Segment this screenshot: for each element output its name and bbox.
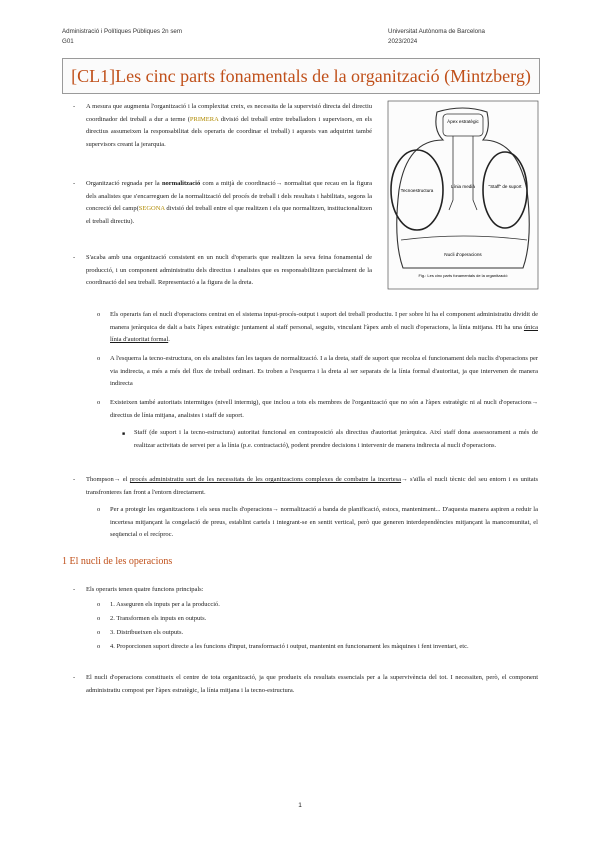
- para-6: El nucli d'operacions constitueix el centre de tota organització, ja que produeix els resultats essencials per a la supervivència del tot. I necessiten, però, el component administratiu compost per l'àpex estratègic, la línia mitjana i la tecno-estructura.: [86, 674, 538, 694]
- para-2: [86, 178, 372, 253]
- para-4: [86, 474, 538, 499]
- para-4-text-b: → s'aïlla el nucli tècnic del seu entorn i es unitats transfronteres fan front a l'entorn directament.: [86, 476, 539, 496]
- bullet-circle: o: [97, 311, 101, 318]
- sub-2: A l'esquerra la tecno-estructura, on els analistes fan les taques de normalització. I a la dreta, staff de suport que recolza el funcionament dels nuclis d'operacions per via indirecta, a més a més del flux de treball ordinari. Es troben a l'esquerra i la dreta al ser separats de la línia formal d'autoritat, ja que intervenen de manera indirecta: [110, 355, 538, 387]
- bullet-circle: o: [97, 399, 101, 406]
- sub-1-underline: única línia d'autoritat formal: [110, 323, 538, 343]
- para-2-highlight: SEGONA: [138, 205, 165, 212]
- mintzberg-diagram: [387, 100, 539, 290]
- bullet-circle: o: [97, 643, 101, 650]
- header-course: Administració i Polítiques Públiques 2n sem: [62, 28, 183, 35]
- para-5: Els operaris tenen quatre funcions principals:: [86, 586, 204, 593]
- para-4-underline: procés administratiu surt de les necessitats de les organitzacions complexes de combatre la incertesa: [129, 476, 402, 483]
- para-2-text-a: Organització regnada per la: [86, 180, 162, 187]
- bullet-dash: -: [73, 180, 76, 187]
- bullet-circle: o: [97, 506, 101, 513]
- fig-label-tech: Tecnoestructura: [400, 188, 434, 193]
- fig-label-staff: "Staff" de suport: [488, 184, 522, 189]
- para-1-text-a: A mesura que augmenta l'organització i la complexitat creix, es necessita de la supervisió directa del directiu coordinador del treball a dur a terme (: [86, 103, 372, 123]
- sub-1-text-a: Els operaris fan el nucli d'operacions centrat en el sistema input-procés-output i suport del treball productiu. I per sobre hi ha el component administratiu dividit de manera jeràrquica de dalt a baix l'àpex estratègic juntament al staff personal, seguits, vinculant l'àpex amb el nucli d'operacions, la línia mitjana. Hi ha una: [110, 311, 538, 331]
- para-3: S'acaba amb una organització consistent en un nucli d'operaris que realitzen la seva feina fonamental de producció, i un component administratiu dels directius i analistes que es responsabilitzen parcialment de la coordinació del seu treball. Representació a la figura de la dreta.: [86, 254, 372, 286]
- header-left: [62, 27, 182, 47]
- list-item: 4. Proporcionen suport directe a les funcions d'input, transformació i output, mantenint en funcionament les màquines i fent inventari, etc.: [110, 643, 469, 650]
- section-heading: 1 El nucli de les operacions: [62, 556, 173, 567]
- bullet-circle: o: [97, 355, 101, 362]
- bullet-dash: -: [73, 254, 76, 261]
- list-item: 2. Transformen els inputs en outputs.: [110, 615, 207, 622]
- sub-1: [110, 309, 538, 347]
- fig-label-core: Nucli d'operacions: [444, 252, 482, 257]
- para-1-text-b: divisió del treball entre treballadors i supervisors, en els directius assumeixen la responsabilitat dels operaris de coordinar el treball) i aquests van adquirint també supervisors creant la jerarquia.: [86, 115, 373, 148]
- sub-3: Existeixen també autoritats intermitges (nivell intermig), que inclou a tots els membres de l'organització que no són a l'àpex estratègic ni al nucli d'operacions→ directius de línia mitjana, analistes i staff de suport.: [110, 399, 538, 419]
- page-title: [CL1]Les cinc parts fonamentals de la organització (Mintzberg): [71, 65, 531, 86]
- header-right: [388, 27, 485, 47]
- bullet-circle: o: [97, 629, 101, 636]
- para-1: [86, 101, 372, 176]
- header-university: Universitat Autònoma de Barcelona: [388, 28, 485, 35]
- fig-label-middle: Línia medià: [451, 184, 475, 189]
- bullet-dash: -: [73, 103, 76, 110]
- para-2-bold: normalització: [161, 180, 201, 187]
- para-2-text-c: divisió del treball entre el que realitzen i els que normalitzen, institucionalitzen el treball directiu).: [86, 205, 372, 225]
- mintzberg-figure: [387, 100, 539, 290]
- bullet-dash: -: [73, 476, 76, 483]
- list-item: 1. Asseguren els inputs per a la producció.: [110, 601, 220, 608]
- subsub-1: Staff (de suport i la tecno-estructura) autoritat funcional en contraposició als directius d'autoritat jeràrquica. Així staff dona assessorament a més de realitzar activitats de servei per a la línia (p.e. contractació), podent prendre decisions i intervenir de manera indirecta al nucli d'operacions.: [134, 429, 538, 449]
- header-group: G01: [62, 38, 74, 45]
- para-2-text-b: com a mitjà de coordinació→ normalitat que recau en la figura dels analistes que s'encarreguen de la normalització del procés de treball i dels resultats i habilitats, segons la concreció del camp(: [86, 180, 373, 212]
- bullet-circle: o: [97, 601, 101, 608]
- fig-caption: Fig.: Les cinc parts fonamentals de la organització: [418, 273, 508, 278]
- sub-4: Per a protegir les organitzacions i els seus nuclis d'operacions→ normalització a banda de planificació, estocs, manteniment... D'aquesta manera aspiren a reduir la incertesa mitjançant la congelació de preus, establint cartels i integrant-se en sentit vertical, però que generen interdependències mitjançant la mancomunitat, el seqüencial o el recíproc.: [110, 506, 538, 538]
- list-item: 3. Distribueixen els outputs.: [110, 629, 184, 636]
- bullet-square: ■: [122, 432, 126, 437]
- para-1-highlight: PRIMERA: [189, 115, 219, 123]
- fig-label-apex: Àpex estratègic: [447, 119, 479, 124]
- bullet-circle: o: [97, 615, 101, 622]
- bullet-dash: -: [73, 586, 76, 593]
- title-box: [62, 58, 540, 94]
- page-number: 1: [298, 802, 302, 809]
- bullet-dash: -: [73, 674, 76, 681]
- header-year: 2023/2024: [388, 38, 418, 45]
- sub-1-text-b: .: [168, 336, 170, 343]
- para-4-text-a: Thompson→ el: [86, 476, 130, 483]
